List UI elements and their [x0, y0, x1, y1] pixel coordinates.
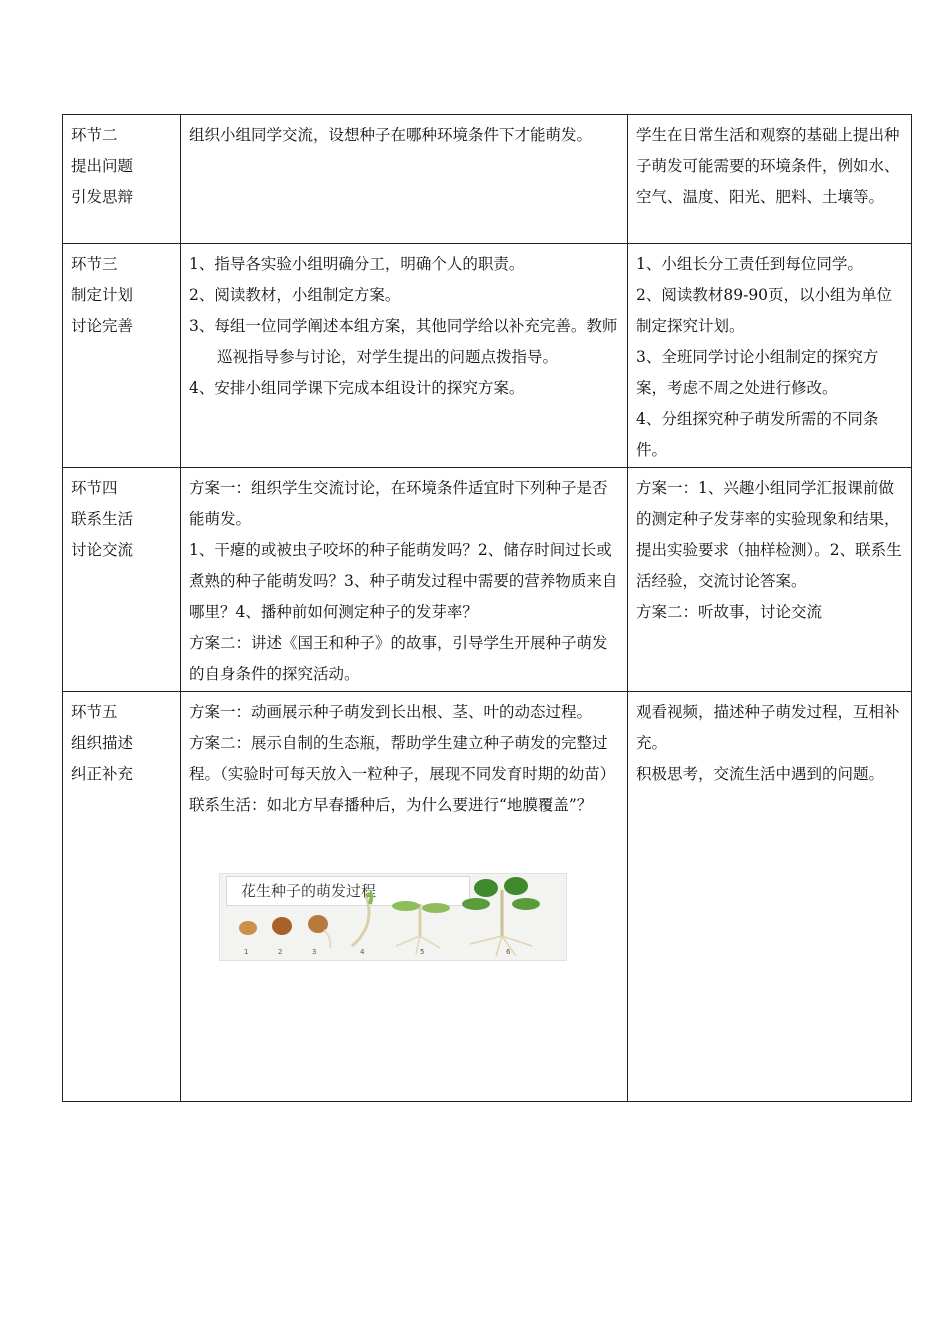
student-item: 2、阅读教材89-90页，以小组为单位制定探究计划。: [636, 286, 893, 335]
student-plan-two: 方案二：听故事，讨论交流: [636, 603, 823, 621]
leaf-stage-6: [462, 898, 490, 910]
table-row: [63, 244, 912, 468]
stage-number: 2: [278, 948, 283, 956]
stage-number: 1: [244, 948, 249, 956]
image-caption: 花生种子的萌发过程: [226, 876, 470, 906]
step-title-line1: 提出问题: [71, 157, 134, 175]
step-title-line2: 纠正补充: [71, 765, 134, 783]
step-title-line1: 制定计划: [71, 286, 134, 304]
table-row: [63, 692, 912, 1102]
leaf-stage-6: [504, 877, 528, 895]
radicle-stage-3: [324, 930, 330, 948]
germination-stages-illustration: [220, 874, 566, 960]
teacher-item: 1、指导各实验小组明确分工，明确个人的职责。: [189, 255, 525, 273]
student-item: 3、全班同学讨论小组制定的探究方案，考虑不周之处进行修改。: [636, 348, 879, 397]
step-cell: [63, 244, 181, 468]
teacher-text: 组织小组同学交流，设想种子在哪种环境条件下才能萌发。: [189, 126, 593, 144]
lesson-plan-table: [62, 114, 912, 1102]
step-number: 环节四: [71, 479, 118, 497]
leaf-stage-6: [512, 898, 540, 910]
student-item: 观看视频，描述种子萌发过程，互相补充。: [636, 703, 900, 752]
teacher-plan-two: 方案二：展示自制的生态瓶，帮助学生建立种子萌发的完整过程。（实验时可每天放入一粒种子，展现不同发育时期的幼苗）: [189, 734, 616, 783]
roots-stage-5: [396, 936, 440, 954]
teacher-life-question: 联系生活：如北方早春播种后，为什么要进行“地膜覆盖”？: [189, 796, 593, 814]
seed-stage-1: [239, 921, 257, 935]
step-title-line2: 引发思辩: [71, 188, 134, 206]
sprout-stage-4: [352, 896, 369, 946]
seed-stage-2: [272, 917, 292, 935]
step-number: 环节二: [71, 126, 118, 144]
student-item: 1、小组长分工责任到每位同学。: [636, 255, 863, 273]
teacher-questions: 1、干瘪的或被虫子咬坏的种子能萌发吗？2、储存时间过长或煮熟的种子能萌发吗？3、种子萌发过程中需要的营养物质来自哪里？4、播种前如何测定种子的发芽率？: [189, 541, 618, 621]
step-number: 环节三: [71, 255, 118, 273]
teacher-activity-cell: [181, 692, 628, 1102]
leaf-stage-6: [474, 879, 498, 897]
student-text: 学生在日常生活和观察的基础上提出种子萌发可能需要的环境条件，例如水、空气、温度、阳光、肥料、土壤等。: [636, 126, 900, 206]
step-number: 环节五: [71, 703, 118, 721]
stage-number: 5: [420, 948, 425, 956]
teacher-plan-one: 方案一：动画展示种子萌发到长出根、茎、叶的动态过程。: [189, 703, 593, 721]
table-row: [63, 115, 912, 244]
peanut-germination-image: [219, 873, 567, 961]
student-item: 4、分组探究种子萌发所需的不同条件。: [636, 410, 879, 459]
step-cell: [63, 115, 181, 244]
student-item: 积极思考，交流生活中遇到的问题。: [636, 765, 885, 783]
roots-stage-6: [470, 936, 532, 956]
step-title-line2: 讨论完善: [71, 317, 134, 335]
step-cell: [63, 692, 181, 1102]
leaf-stage-5: [392, 901, 420, 911]
stage-number: 4: [360, 948, 365, 956]
teacher-item: 3、每组一位同学阐述本组方案，其他同学给以补充完善。教师巡视指导参与讨论，对学生提出的问题点拨指导。: [189, 317, 618, 366]
student-activity-cell: [628, 692, 912, 1102]
teacher-plan-one: 方案一：组织学生交流讨论，在环境条件适宜时下列种子是否能萌发。: [189, 479, 608, 528]
leaf-stage-5: [422, 903, 450, 913]
teacher-activity-cell: [181, 468, 628, 692]
student-activity-cell: [628, 468, 912, 692]
student-plan-one: 方案一：1、兴趣小组同学汇报课前做的测定种子发芽率的实验现象和结果，提出实验要求（抽样检测）。2、联系生活经验，交流讨论答案。: [636, 479, 902, 590]
teacher-activity-cell: [181, 115, 628, 244]
step-title-line2: 讨论交流: [71, 541, 134, 559]
student-activity-cell: [628, 244, 912, 468]
stage-number: 3: [312, 948, 317, 956]
stage-number: 6: [506, 948, 511, 956]
teacher-plan-two: 方案二：讲述《国王和种子》的故事，引导学生开展种子萌发的自身条件的探究活动。: [189, 634, 608, 683]
teacher-item: 4、安排小组同学课下完成本组设计的探究方案。: [189, 379, 525, 397]
step-title-line1: 联系生活: [71, 510, 134, 528]
teacher-activity-cell: [181, 244, 628, 468]
step-cell: [63, 468, 181, 692]
student-activity-cell: [628, 115, 912, 244]
step-title-line1: 组织描述: [71, 734, 134, 752]
teacher-item: 2、阅读教材，小组制定方案。: [189, 286, 401, 304]
table-row: [63, 468, 912, 692]
